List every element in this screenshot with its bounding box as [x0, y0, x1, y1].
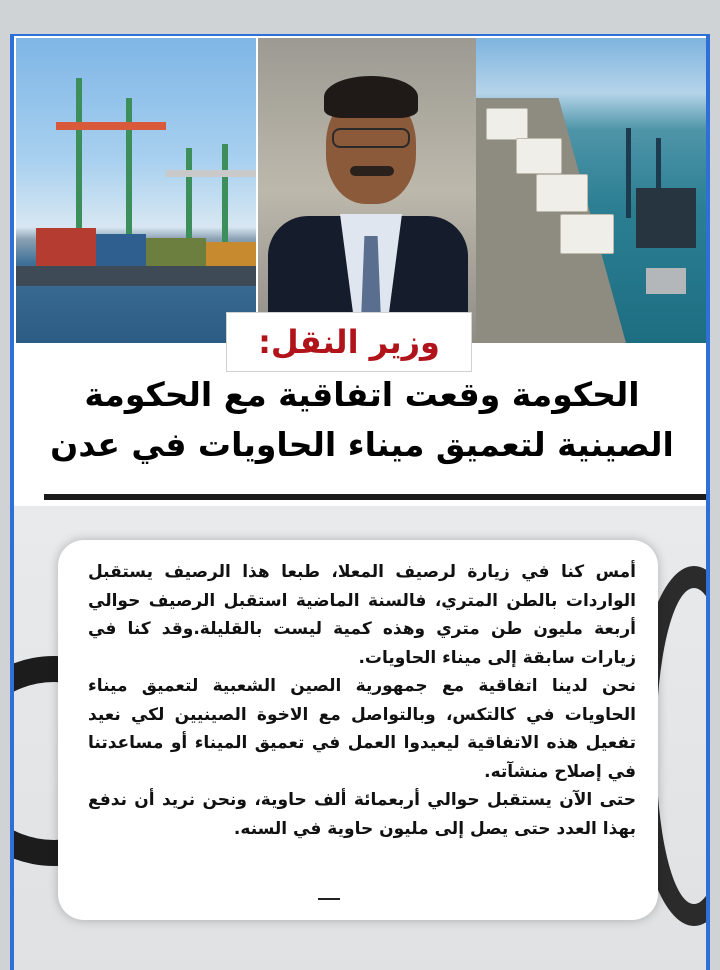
minister-portrait — [258, 38, 476, 343]
headline-line-2: الصينية لتعميق ميناء الحاويات في عدن — [50, 425, 674, 464]
paragraph: نحن لدينا اتفاقية مع جمهورية الصين الشعبية لتعميق ميناء الحاويات في كالتكس، وبالتواصل مع الاخوة الصينيين لكي نعيد تفعيل هذه الاتفاقية ليعيدوا العمل في تعميق الميناء أو مساعدتنا في إصلاح منشآته. — [88, 676, 636, 782]
port-warehouses-photo — [476, 38, 708, 343]
container-port-photo — [16, 38, 256, 343]
headline-line-1: الحكومة وقعت اتفاقية مع الحكومة — [84, 375, 640, 414]
kicker-box — [226, 312, 472, 372]
end-mark — [318, 898, 340, 900]
paragraph: أمس كنا في زيارة لرصيف المعلا، طبعا هذا الرصيف يستقبل الواردات بالطن المتري، فالسنة الماضية استقبل الرصيف حوالي أربعة مليون طن متري وهذه كمية ليست بالقليلة.وقد كنا في زيارات سابقة إلى ميناء الحاويات. — [88, 562, 636, 668]
headline-divider — [44, 494, 708, 500]
headline — [20, 370, 704, 470]
paragraph: حتى الآن يستقبل حوالي أربعمائة ألف حاوية، ونحن نريد أن ندفع بهذا العدد حتى يصل إلى مليون حاوية في السنه. — [88, 790, 636, 839]
minister-kicker: وزير النقل: — [258, 323, 440, 361]
article-body — [88, 558, 636, 843]
